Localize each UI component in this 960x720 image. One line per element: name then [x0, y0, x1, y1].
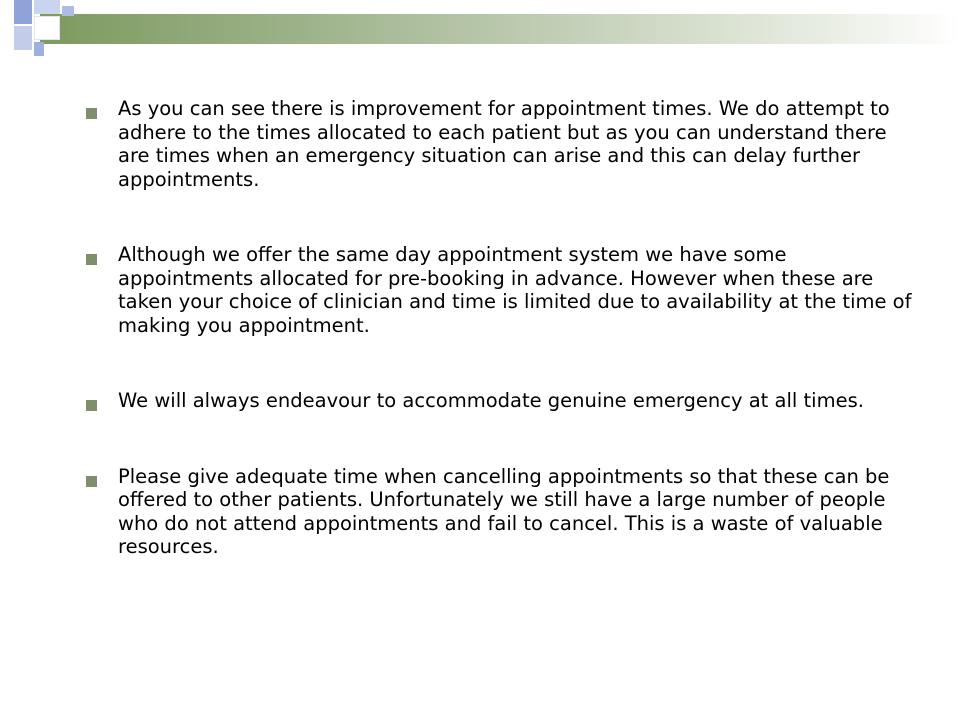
bullet-item: [86, 389, 916, 413]
square-bullet-icon: [86, 108, 97, 119]
bullet-text: Please give adequate time when cancelling appointments so that these can be offered to other patients. Unfortunately we still have a large number of people who do not attend appointments and fail to cancel. This is a waste of valuable resources.: [118, 464, 890, 558]
decorative-square: [34, 0, 60, 14]
bullet-item: [86, 243, 916, 337]
gradient-bar: [40, 14, 960, 44]
bullet-text: As you can see there is improvement for appointment times. We do attempt to adhere to the times allocated to each patient but as you can understand there are times when an emergency situation can arise and this can delay further appointments.: [118, 97, 890, 191]
bullet-text: Although we offer the same day appointment system we have some appointments allocated for pre-booking in advance. However when these are taken your choice of clinician and time is limited due to availability at the time of making you appointment.: [118, 243, 912, 337]
square-bullet-icon: [86, 400, 97, 411]
bullet-item: [86, 97, 916, 191]
decorative-square: [14, 26, 32, 50]
decorative-header-band: [0, 0, 960, 60]
square-bullet-icon: [86, 476, 97, 487]
decorative-square: [34, 42, 44, 56]
bullet-item: [86, 465, 916, 559]
square-bullet-icon: [86, 254, 97, 265]
decorative-square: [14, 0, 32, 24]
decorative-square: [34, 16, 60, 40]
decorative-square: [62, 6, 74, 16]
bullet-text: We will always endeavour to accommodate genuine emergency at all times.: [118, 389, 864, 412]
bullet-list: [86, 97, 916, 611]
